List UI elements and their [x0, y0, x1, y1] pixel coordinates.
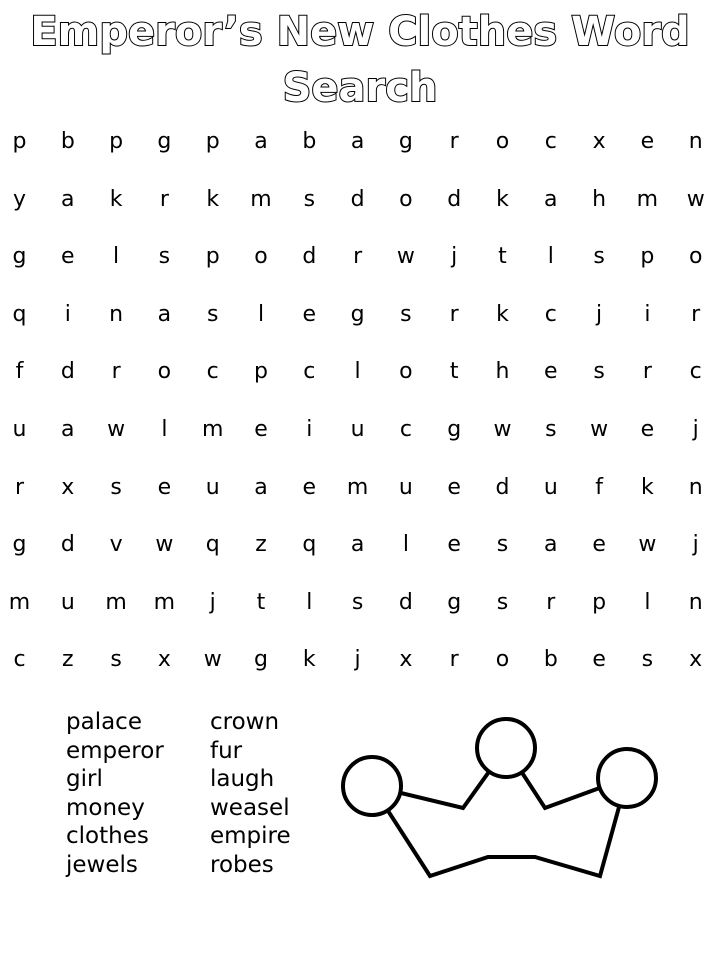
grid-letter: c [689, 359, 702, 385]
grid-letter: g [254, 647, 268, 673]
grid-letter: e [302, 301, 317, 327]
grid-letter: p [254, 359, 268, 385]
grid-letter: x [399, 647, 413, 673]
grid-letter: d [398, 589, 413, 615]
grid-letter: r [449, 301, 459, 327]
crown-left-jewel [343, 757, 401, 815]
grid-letter: a [254, 129, 268, 154]
grid-letter: m [8, 589, 31, 615]
grid-letter: d [495, 474, 510, 500]
word-list-column-2 [210, 708, 291, 879]
word-list-item: emperor [66, 737, 164, 764]
grid-letter: m [105, 589, 127, 615]
grid-letter: k [302, 647, 316, 673]
grid-letter: l [644, 589, 651, 615]
word-list-item: laugh [210, 766, 275, 792]
grid-letter: r [159, 186, 169, 212]
grid-letter: a [157, 301, 172, 327]
grid-letter: r [14, 474, 25, 500]
grid-letter: s [158, 244, 171, 270]
grid-letter: b [543, 647, 558, 673]
grid-letter: n [688, 589, 703, 615]
grid-letter: s [496, 589, 509, 615]
grid-letter: g [157, 129, 172, 154]
grid-letter: s [110, 474, 122, 500]
grid-letter: p [205, 129, 220, 154]
grid-letter: r [449, 129, 459, 154]
grid-letter: p [109, 129, 124, 154]
grid-letter: s [593, 244, 605, 270]
grid-letter: a [350, 129, 365, 154]
grid-letter: l [113, 244, 120, 270]
grid-letter: q [302, 532, 317, 558]
grid-letter: j [451, 244, 458, 270]
grid-row [0, 574, 720, 632]
grid-letter: d [60, 359, 75, 385]
grid-letter: w [493, 417, 512, 442]
grid-letter: z [62, 647, 74, 673]
grid-letter: u [60, 589, 75, 615]
grid-letter: c [544, 129, 557, 154]
grid-letter: r [353, 244, 363, 270]
grid-letter: l [306, 589, 313, 615]
grid-letter: n [109, 301, 124, 327]
grid-letter: g [398, 129, 413, 154]
grid-letter: p [205, 244, 220, 270]
grid-letter: c [303, 359, 316, 385]
grid-letter: v [109, 532, 123, 558]
grid-letter: j [692, 532, 699, 558]
word-list-column-1 [66, 708, 164, 879]
grid-letter: u [205, 474, 220, 500]
grid-row [0, 343, 720, 401]
grid-letter: s [641, 647, 654, 673]
grid-letter: p [592, 589, 607, 615]
grid-letter: x [61, 474, 75, 500]
word-list-item: jewels [66, 851, 138, 878]
grid-letter: q [205, 532, 220, 558]
grid-letter: s [496, 532, 509, 558]
grid-letter: x [592, 129, 606, 154]
grid-letter: u [543, 474, 558, 500]
grid-letter: z [255, 532, 267, 558]
grid-letter: o [399, 186, 413, 212]
word-list-item: girl [66, 766, 103, 792]
grid-letter: s [110, 647, 122, 673]
grid-letter: g [447, 589, 462, 615]
grid-letter: a [544, 532, 558, 558]
grid-letter: d [447, 186, 462, 212]
grid-row [0, 228, 720, 286]
grid-letter: a [61, 186, 75, 212]
grid-letter: s [400, 301, 412, 327]
page-title: Emperor’s New Clothes Word Search [30, 9, 690, 111]
grid-letter: r [111, 359, 121, 385]
grid-letter: w [638, 532, 657, 558]
grid-letter: e [544, 359, 558, 385]
grid-letter: t [498, 244, 507, 270]
grid-letter: o [254, 244, 268, 270]
grid-letter: a [544, 186, 558, 212]
grid-letter: e [592, 647, 606, 673]
grid-letter: c [206, 359, 219, 385]
grid-row [0, 286, 720, 344]
word-list-item: clothes [66, 823, 149, 849]
grid-letter: s [206, 301, 219, 327]
grid-row [0, 631, 720, 689]
grid-letter: s [545, 417, 557, 442]
grid-letter: u [350, 417, 365, 442]
grid-letter: n [688, 129, 703, 154]
word-list-item: robes [210, 851, 274, 878]
grid-letter: x [157, 647, 171, 673]
grid-letter: j [596, 301, 603, 327]
grid-letter: o [495, 129, 510, 154]
grid-letter: l [161, 417, 168, 442]
grid-letter: r [691, 301, 701, 327]
grid-letter: w [155, 532, 174, 558]
grid-letter: g [12, 244, 27, 270]
grid-letter: m [346, 474, 369, 500]
grid-letter: j [692, 417, 699, 442]
grid-letter: e [61, 244, 75, 270]
grid-row [0, 459, 720, 517]
grid-letter: n [688, 474, 703, 500]
crown-right-jewel [598, 749, 656, 807]
grid-letter: e [640, 129, 655, 154]
grid-letter: j [354, 647, 361, 673]
grid-letter: b [302, 129, 317, 154]
grid-letter: g [350, 301, 365, 327]
word-list-item: fur [210, 737, 243, 764]
grid-letter: w [203, 647, 222, 673]
word-list-item: weasel [210, 794, 290, 821]
word-list-item: crown [210, 709, 280, 735]
grid-letter: p [640, 244, 655, 270]
grid-letter: l [402, 532, 409, 558]
grid-letter: l [547, 244, 554, 270]
grid-letter: i [306, 417, 313, 442]
grid-letter: t [256, 589, 266, 615]
grid-letter: m [250, 186, 272, 212]
grid-letter: w [686, 186, 705, 212]
grid-letter: k [206, 186, 220, 212]
grid-row [0, 401, 720, 459]
grid-letter: b [60, 129, 75, 154]
grid-letter: k [496, 301, 509, 327]
grid-letter: m [153, 589, 176, 615]
grid-letter: k [496, 186, 509, 212]
grid-letter: f [595, 474, 603, 500]
grid-letter: c [544, 301, 557, 327]
grid-letter: m [636, 186, 659, 212]
grid-letter: r [642, 359, 652, 385]
grid-letter: x [689, 647, 703, 673]
grid-letter: t [449, 359, 459, 385]
grid-row [0, 516, 720, 574]
grid-letter: e [254, 417, 268, 442]
grid-letter: p [12, 129, 27, 154]
grid-letter: e [157, 474, 172, 500]
grid-letter: d [60, 532, 75, 558]
grid-letter: o [688, 244, 703, 270]
grid-letter: m [201, 417, 224, 442]
grid-letter: d [350, 186, 365, 212]
grid-letter: e [640, 417, 655, 442]
grid-letter: y [12, 186, 27, 212]
grid-letter: j [209, 589, 216, 615]
grid-letter: o [157, 359, 172, 385]
word-list-item: palace [66, 709, 142, 735]
grid-letter: c [13, 647, 26, 673]
grid-letter: w [590, 417, 609, 442]
grid-letter: f [15, 359, 24, 385]
grid-letter: s [593, 359, 605, 385]
grid-letter: g [447, 417, 462, 442]
grid-letter: d [302, 244, 317, 270]
grid-letter: w [107, 417, 126, 442]
grid-letter: e [302, 474, 317, 500]
grid-letter: s [303, 186, 316, 212]
grid-letter: g [12, 532, 27, 558]
grid-letter: a [254, 474, 268, 500]
grid-letter: q [12, 301, 27, 327]
grid-letter: i [64, 301, 71, 327]
crown-center-jewel [477, 719, 535, 777]
grid-letter: e [592, 532, 606, 558]
crown-icon [336, 712, 676, 892]
grid-letter: k [109, 186, 123, 212]
grid-letter: s [351, 589, 364, 615]
grid-letter: o [495, 647, 510, 673]
grid-letter: l [257, 301, 265, 327]
grid-letter: e [447, 532, 461, 558]
grid-letter: u [12, 417, 27, 442]
grid-letter: h [592, 186, 607, 212]
grid-letter: k [641, 474, 654, 500]
grid-letter: e [447, 474, 461, 500]
grid-letter: r [546, 589, 556, 615]
word-list-item: empire [210, 823, 291, 849]
grid-letter: l [354, 359, 361, 385]
grid-letter: i [644, 301, 651, 327]
grid-letter: c [399, 417, 412, 442]
grid-letter: a [61, 417, 75, 442]
grid-letter: w [396, 244, 415, 270]
grid-row [0, 113, 720, 171]
grid-row [0, 171, 720, 229]
grid-letter: a [350, 532, 365, 558]
word-list-item: money [66, 794, 145, 821]
grid-letter: u [398, 474, 413, 500]
grid-letter: r [449, 647, 459, 673]
grid-letter: h [495, 359, 510, 385]
grid-letter: o [399, 359, 413, 385]
